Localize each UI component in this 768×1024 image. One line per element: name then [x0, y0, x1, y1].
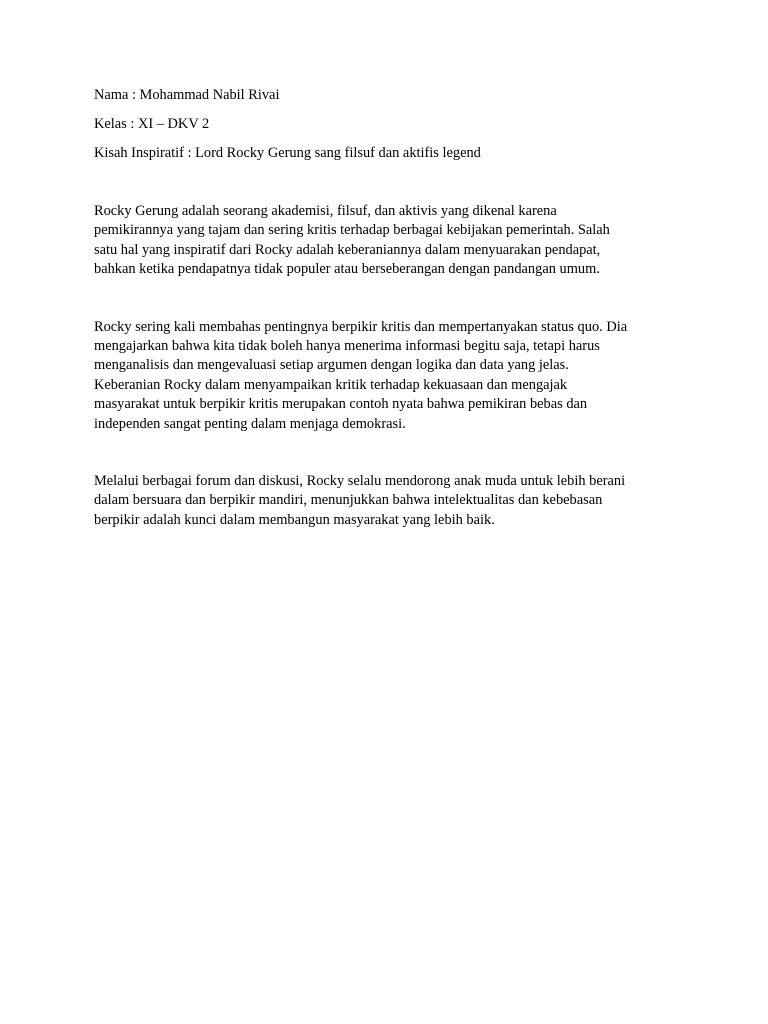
paragraph-1: Rocky Gerung adalah seorang akademisi, filsuf, dan aktivis yang dikenal karena pemikirannya yang tajam dan sering kritis terhadap berbagai kebijakan pemerintah. Salah satu hal yang inspiratif dari Rocky adalah keberaniannya dalam menyuarakan pendapat, bahkan ketika pendapatnya tidak populer atau berseberangan dengan pandangan umum. [94, 203, 610, 278]
student-name-line: Nama : Mohammad Nabil Rivai [94, 87, 280, 103]
story-title-line: Kisah Inspiratif : Lord Rocky Gerung sang filsuf dan aktifis legend [94, 145, 481, 161]
spacer [94, 280, 674, 318]
paragraph-3: Melalui berbagai forum dan diskusi, Rocky selalu mendorong anak muda untuk lebih berani dalam bersuara dan berpikir mandiri, menunjukkan bahwa intelektualitas dan kebebasan berpikir adalah kunci dalam membangun masyarakat yang lebih baik. [94, 473, 626, 528]
document-content [94, 86, 674, 530]
paragraph-2: Rocky sering kali membahas pentingnya berpikir kritis dan mempertanyakan status quo. Dia mengajarkan bahwa kita tidak boleh hanya menerima informasi begitu saja, tetapi harus menganalisis dan mengevaluasi setiap argumen dengan logika dan data yang jelas. Keberanian Rocky dalam menyampaikan kritik terhadap kekuasaan dan mengajak masyarakat untuk berpikir kritis merupakan contoh nyata bahwa pemikiran bebas dan independen sangat penting dalam menjaga demokrasi. [94, 318, 628, 432]
student-class-line: Kelas : XI – DKV 2 [94, 116, 210, 132]
spacer [94, 173, 674, 202]
spacer [94, 434, 674, 472]
